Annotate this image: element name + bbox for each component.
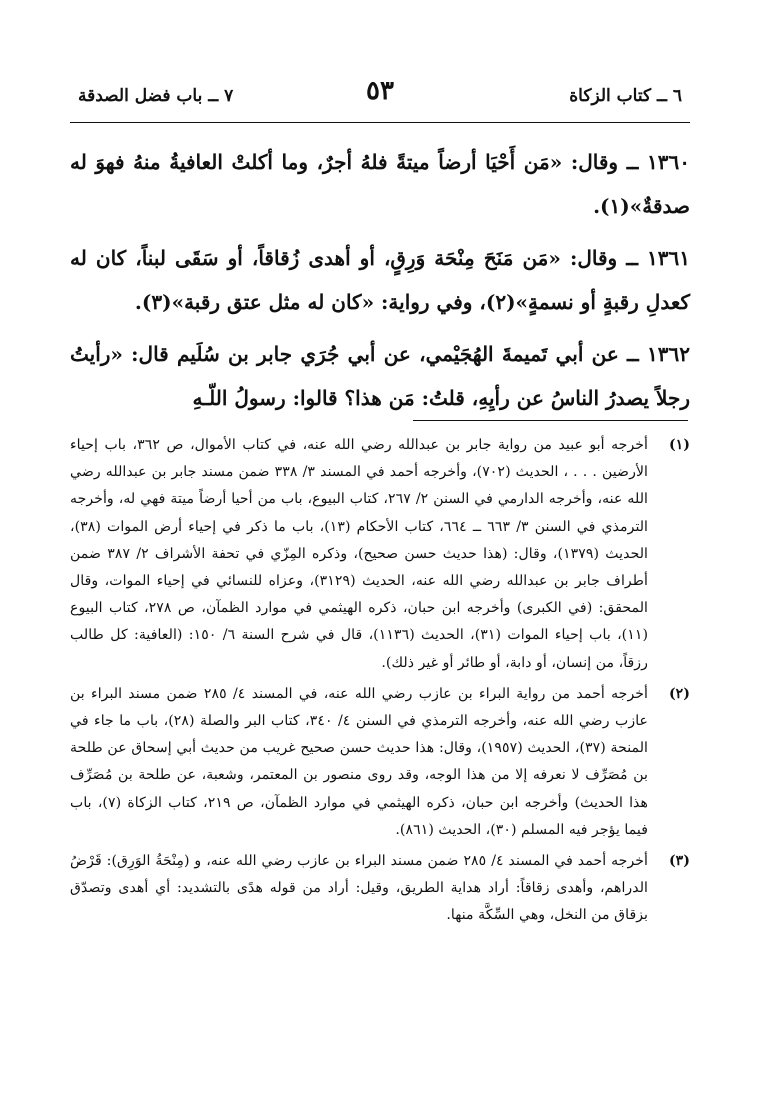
footnote-number: (٣) bbox=[668, 853, 690, 870]
main-text bbox=[70, 140, 690, 428]
footnote-separator bbox=[413, 420, 688, 421]
chapter-title: ٦ ــ كتاب الزكاة bbox=[569, 86, 682, 106]
hadith-1361: ١٣٦١ ــ وقال: «مَن مَنَحَ مِنْحَة وَرِقٍ، أو أهدى زُقاقاً، أو سَقَى لبناً، كان له كعدلِ رقبةٍ أو نسمةٍ»(٢)، وفي رواية: «كان له مثل عتق رقبة»(٣). bbox=[70, 246, 690, 314]
footnote-3 bbox=[70, 848, 690, 930]
footnotes bbox=[70, 432, 690, 934]
footnote-2 bbox=[70, 681, 690, 844]
footnote-text: أخرجه أبو عبيد من رواية جابر بن عبدالله رضي الله عنه، في كتاب الأموال، ص ٣٦٢، باب إحياء الأرضين . . . ، الحديث (٧٠٢)، وأخرجه أحمد في المسند ٣/ ٣٣٨ ضمن مسند جابر بن عبدالله رضي الله عنه، وأخرجه الدارمي في السنن ٢/ ٢٦٧، كتاب البيوع، باب من أحيا أرضاً ميتة فهي له، وأخرجه الترمذي في السنن ٣/ ٦٦٣ ــ ٦٦٤، كتاب الأحكام (١٣)، باب ما ذكر في إحياء أرض الموات (٣٨)، الحديث (١٣٧٩)، وقال: (هذا حديث حسن صحيح)، وذكره المِزّي في تحفة الأشراف ٢/ ٣٨٧ ضمن أطراف جابر بن عبدالله رضي الله عنه، الحديث (٣١٢٩)، وعزاه للنسائي في إحياء الموات، وقال المحقق: (في الكبرى) وأخرجه ابن حبان، ذكره الهيثمي في موارد الظمآن، ص ٢٧٨، كتاب البيوع (١١)، باب إحياء الموات (٣١)، الحديث (١١٣٦)، قال في شرح السنة ٦/ ١٥٠: (العافية: كل طالب رزقاً، من إنسان، أو دابة، أو طائر أو غير ذلك). bbox=[70, 437, 649, 671]
page-header bbox=[70, 76, 690, 123]
section-title: ٧ ــ باب فضل الصدقة bbox=[78, 86, 234, 106]
hadith-1362: ١٣٦٢ ــ عن أبي تَميمةَ الهُجَيْمي، عن أبي جُرَي جابر بن سُلَيم قال: «رأيتُ رجلاً يصدرُ الناسُ عن رأيِهِ، قلتُ: مَن هذا؟ قالوا: رسولُ اللّـهِ bbox=[70, 342, 690, 410]
page-number: ٥٣ bbox=[366, 76, 394, 106]
footnote-1 bbox=[70, 432, 690, 677]
footnote-number: (٢) bbox=[668, 685, 690, 702]
hadith-1360: ١٣٦٠ ــ وقال: «مَن أَحْيَا أرضاً ميتةً فلهُ أجرٌ، وما أكلتْ العافيةُ منهُ فهوَ له صدقةٌ»(١). bbox=[70, 150, 690, 218]
footnote-number: (١) bbox=[668, 437, 690, 453]
footnote-text: أخرجه أحمد في المسند ٤/ ٢٨٥ ضمن مسند البراء بن عازب رضي الله عنه، و (مِنْحَةُ الوَرِق): قَرْضُ الدراهم، وأهدى زقاقاً: أراد هداية الطريق، وقيل: أراد من قوله هدًى بالتشديد: أي أهدى وتصدّق بزقاق من النخل، وهي السِّكَّة منها. bbox=[70, 853, 648, 924]
footnote-text: أخرجه أحمد من رواية البراء بن عازب رضي الله عنه، في المسند ٤/ ٢٨٥ ضمن مسند البراء بن عازب رضي الله عنه، وأخرجه الترمذي في السنن ٤/ ٣٤٠، كتاب البر والصلة (٢٨)، باب ما جاء في المنحة (٣٧)، الحديث (١٩٥٧)، وقال: هذا حديث حسن صحيح غريب من حديث أبي إسحاق عن طلحة بن مُصَرِّف لا نعرفه إلا من هذا الوجه، وقد روى منصور بن المعتمر، وشعبة، عن طلحة بن مُصَرِّف هذا الحديث) وأخرجه ابن حبان، ذكره الهيثمي في موارد الظمآن، ص ٢١٩، كتاب الزكاة (٧)، باب فيما يؤجر فيه المسلم (٣٠)، الحديث (٨٦١). bbox=[70, 685, 649, 838]
